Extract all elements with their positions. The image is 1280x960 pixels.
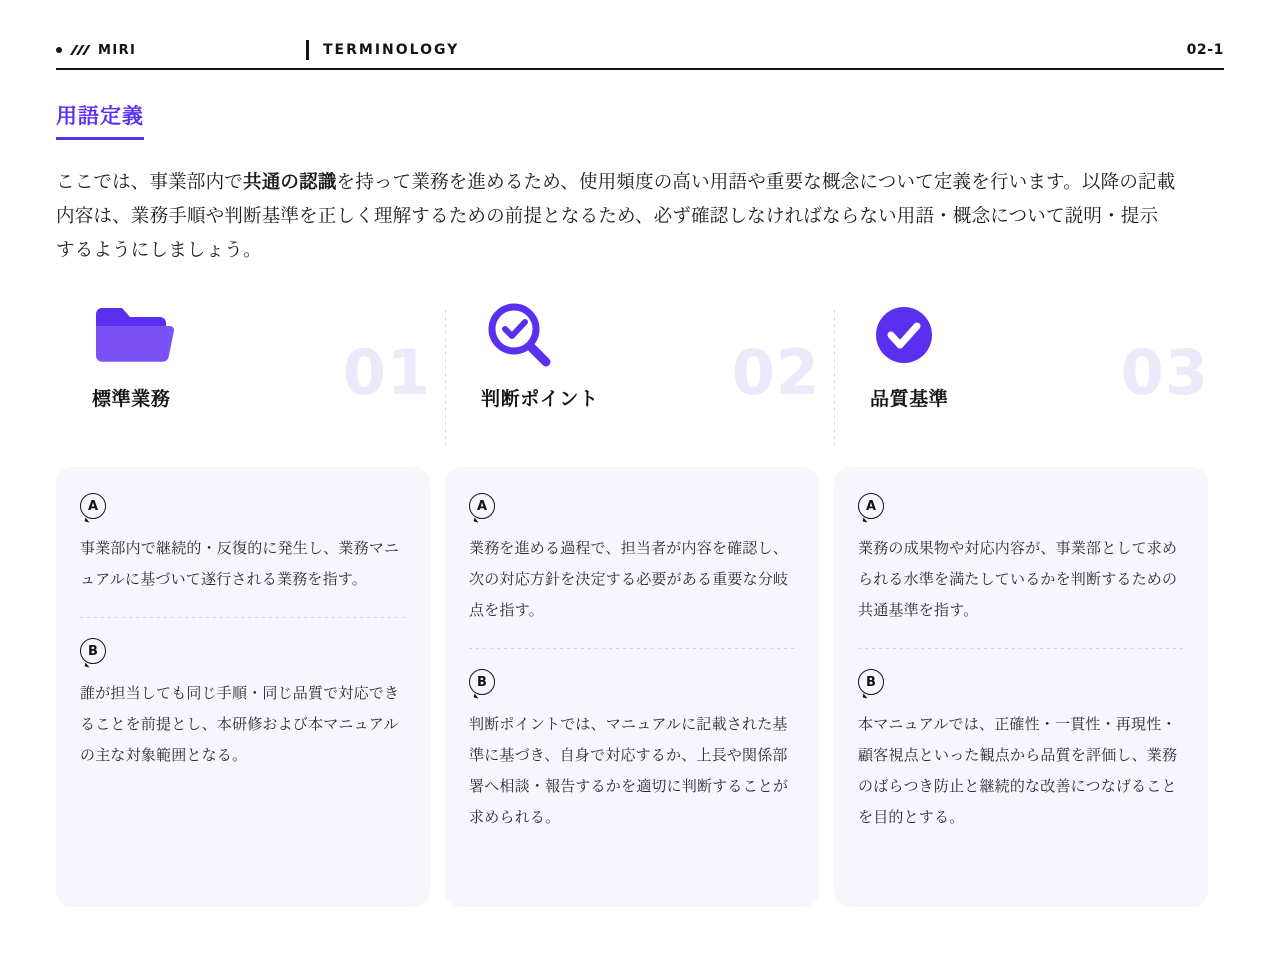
term-item (80, 493, 406, 595)
item-badge: A (858, 493, 884, 519)
card-divider (858, 648, 1184, 649)
term-columns (56, 300, 1224, 907)
header-title: TERMINOLOGY (323, 42, 460, 58)
term-column-2-label: 判断ポイント (481, 388, 599, 410)
term-item (80, 638, 406, 771)
item-text: 事業部内で継続的・反復的に発生し、業務マニュアルに基づいて遂行される業務を指す。 (80, 539, 400, 588)
item-badge: B (858, 669, 884, 695)
brand-dot-icon (56, 47, 62, 53)
term-card-2 (445, 467, 819, 907)
brand (56, 43, 306, 58)
term-card-3 (834, 467, 1208, 907)
brand-name: MIRI (98, 42, 137, 58)
item-badge: A (469, 493, 495, 519)
page-number: 02-1 (1186, 42, 1224, 58)
card-divider (80, 617, 406, 618)
brand-logo-icon (69, 43, 91, 57)
item-text: 本マニュアルでは、正確性・一貫性・再現性・顧客視点といった観点から品質を評価し、業務のばらつき防止と継続的な改善につなげることを目的とする。 (858, 715, 1178, 826)
header-divider (306, 40, 309, 60)
card-divider (469, 648, 795, 649)
lead-part-2: を持って業務を進めるため、使用頻度の高い用語や重要な概念について定義を行います。以降の記載内容は、業務手順や判断基準を正しく理解するための前提となるため、必ず確認しなければならない用語・概念について説明・提示するようにしましょう。 (56, 172, 1176, 261)
item-badge: B (469, 669, 495, 695)
term-item (858, 669, 1184, 833)
term-column-2-head (445, 300, 834, 445)
item-text: 誰が担当しても同じ手順・同じ品質で対応できることを前提とし、本研修および本マニュアルの主な対象範囲となる。 (80, 684, 400, 764)
term-column-3-label: 品質基準 (870, 388, 949, 410)
term-item (469, 669, 795, 833)
term-column-2-number: 02 (731, 336, 820, 409)
term-column-3 (834, 300, 1223, 907)
item-text: 業務を進める過程で、担当者が内容を確認し、次の対応方針を決定する必要がある重要な分岐点を指す。 (469, 539, 789, 619)
term-column-1 (56, 300, 445, 907)
term-column-1-number: 01 (342, 336, 431, 409)
term-column-1-label: 標準業務 (92, 388, 171, 410)
item-badge: A (80, 493, 106, 519)
term-column-3-number: 03 (1120, 336, 1209, 409)
term-card-1 (56, 467, 430, 907)
lead-part-1: ここでは、事業部内で (56, 172, 244, 193)
page-title: 用語定義 (56, 100, 144, 140)
term-item (469, 493, 795, 626)
lead-paragraph (56, 166, 1176, 268)
item-text: 業務の成果物や対応内容が、事業部として求められる水準を満たしているかを判断するための共通基準を指す。 (858, 539, 1178, 619)
term-column-1-head (56, 300, 445, 445)
slide-header (56, 32, 1224, 70)
lead-emphasis: 共通の認識 (243, 172, 337, 193)
term-item (858, 493, 1184, 626)
term-column-3-head (834, 300, 1223, 445)
section-title-wrap (56, 100, 144, 140)
term-column-2 (445, 300, 834, 907)
item-text: 判断ポイントでは、マニュアルに記載された基準に基づき、自身で対応するか、上長や関係部署へ相談・報告するかを適切に判断することが求められる。 (469, 715, 789, 826)
item-badge: B (80, 638, 106, 664)
